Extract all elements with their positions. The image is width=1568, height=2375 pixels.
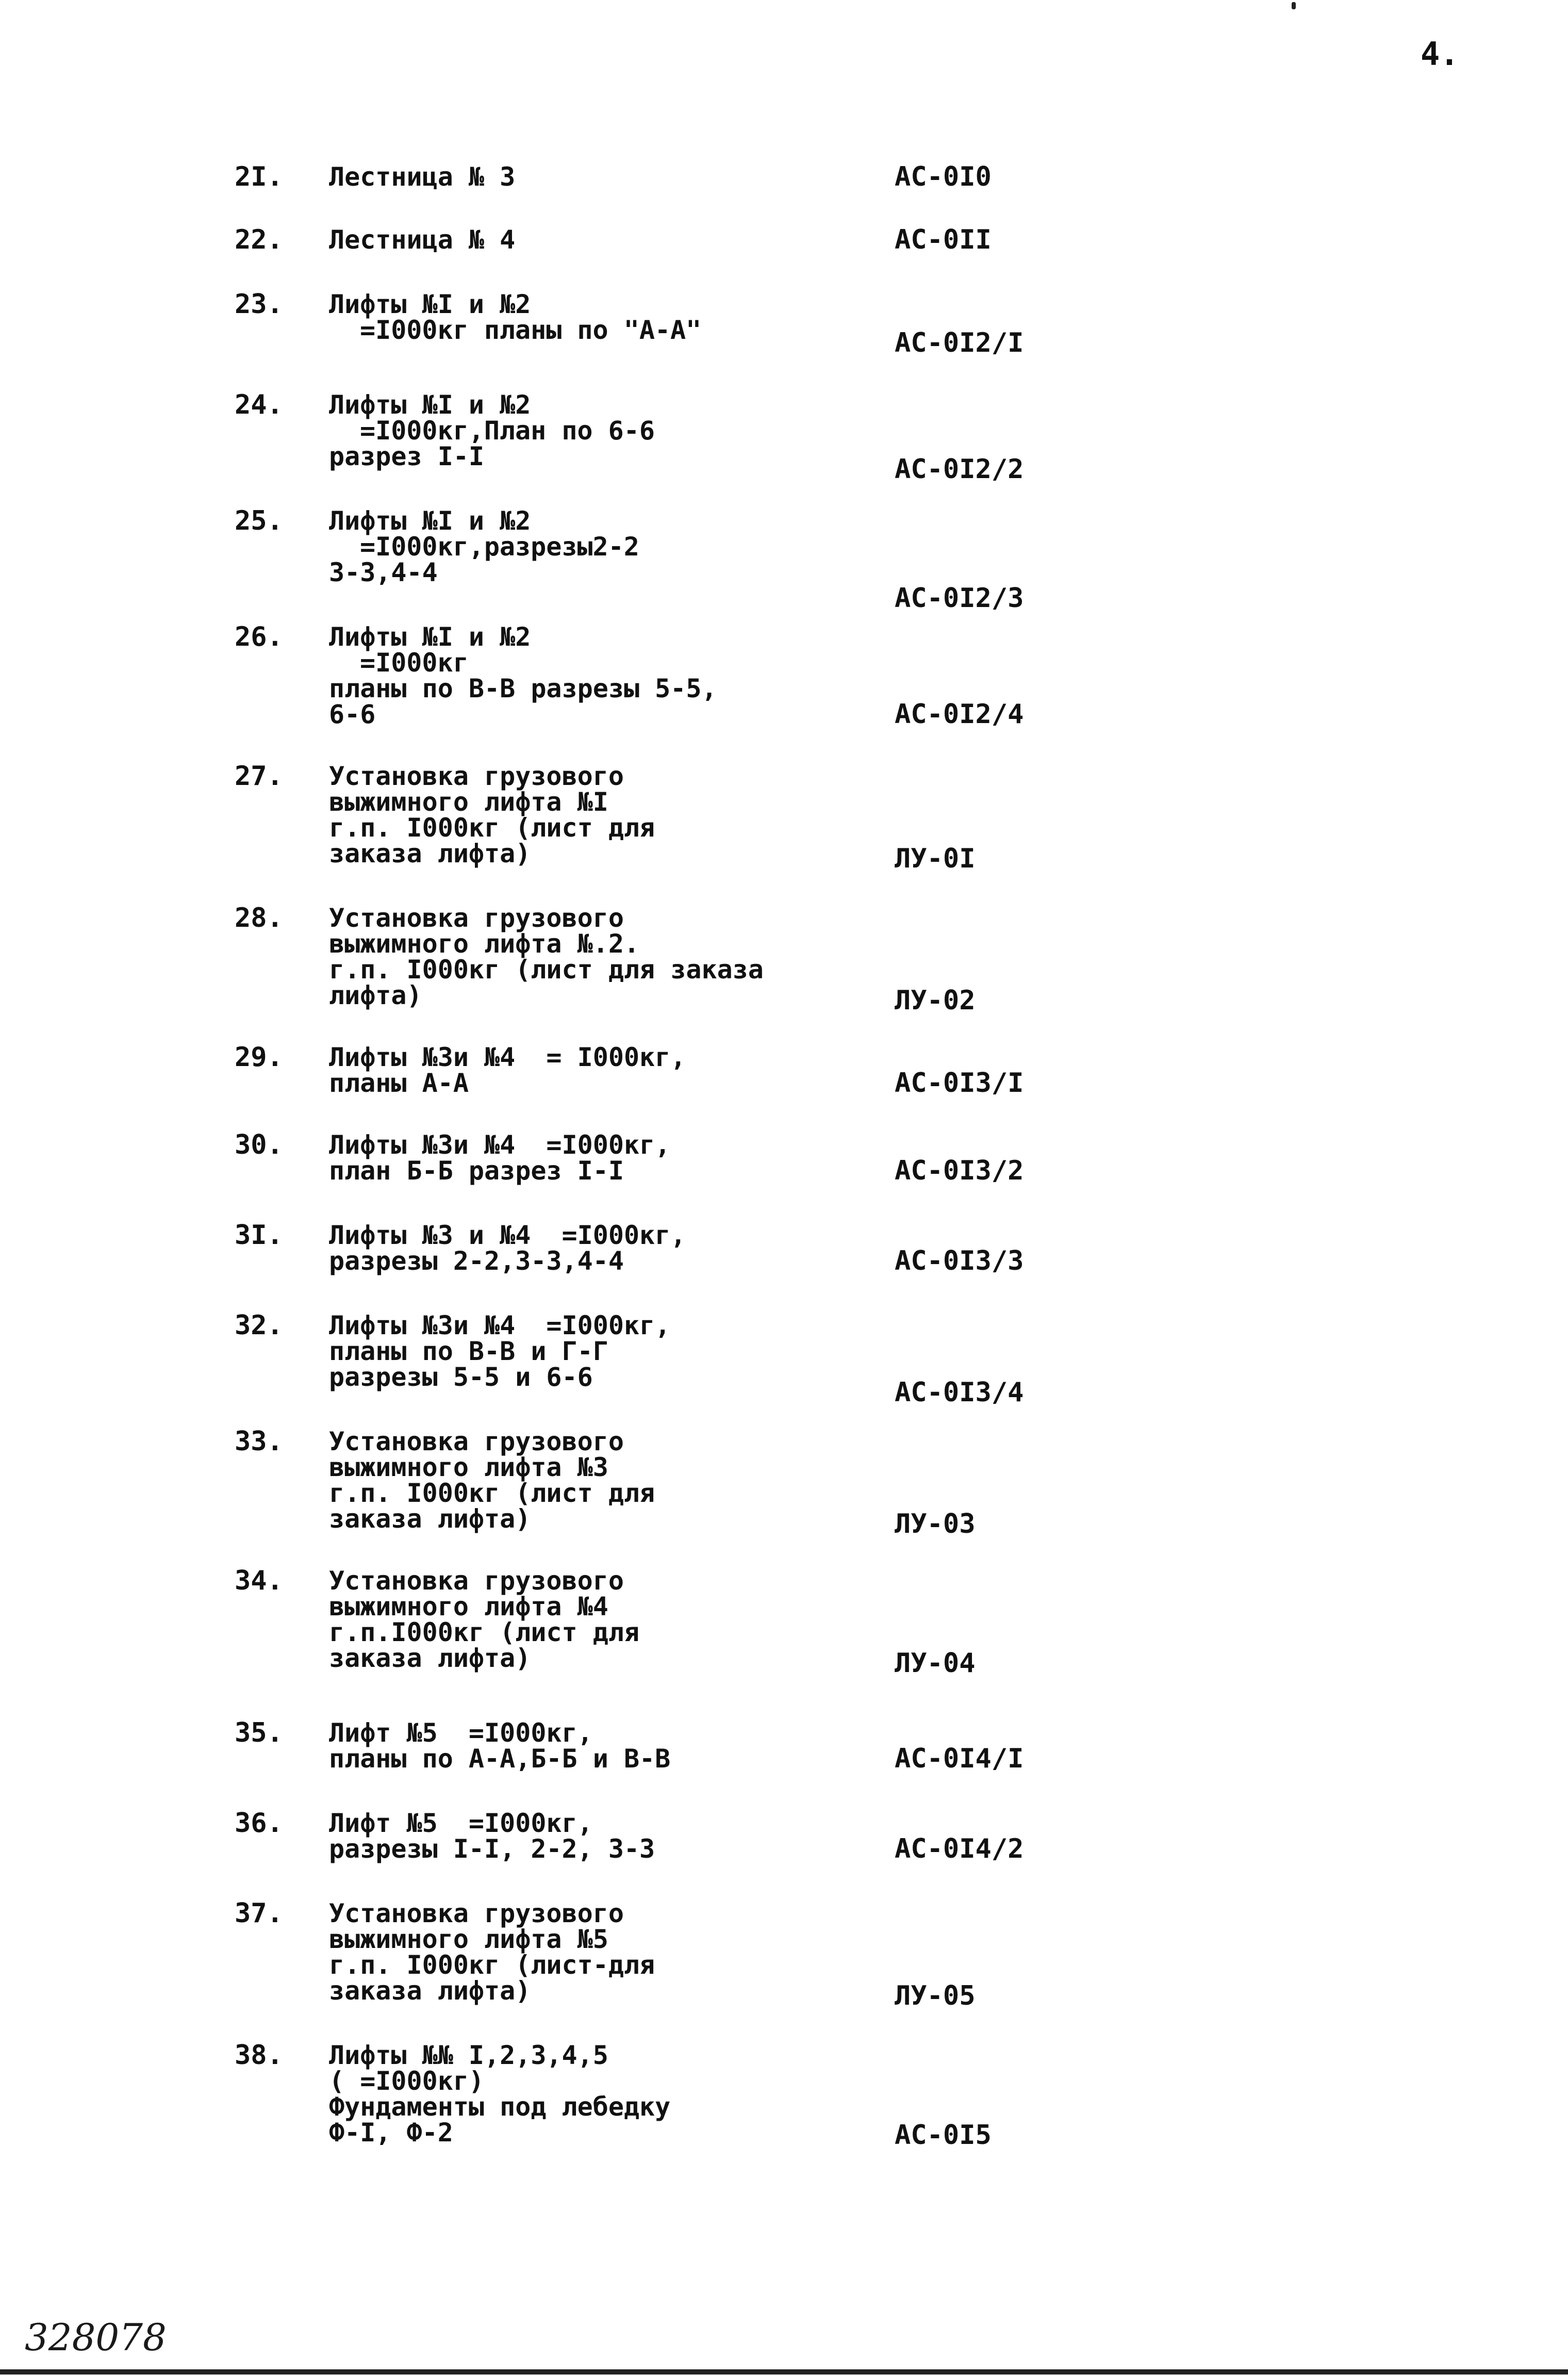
item-title-line: планы по А-А,Б-Б и В-В	[329, 1744, 671, 1774]
drawing-code: АС-0I5	[895, 2120, 992, 2151]
item-title-line: заказа лифта)	[329, 1504, 531, 1534]
drawing-code: АС-0I2/2	[895, 454, 1024, 485]
item-number: 26.	[235, 621, 283, 652]
item-number: 28.	[235, 903, 283, 933]
drawing-code: АС-0I3/I	[895, 1068, 1024, 1099]
item-title-line: Ф-I, Ф-2	[329, 2118, 453, 2148]
drawing-code: ЛУ-02	[895, 985, 976, 1016]
drawing-code: АС-0I4/I	[895, 1743, 1024, 1774]
item-number: 25.	[235, 505, 283, 536]
item-title-line: планы по В-В разрезы 5-5,	[329, 674, 717, 703]
drawing-code: ЛУ-04	[895, 1648, 976, 1679]
item-title-line: Установка грузового	[329, 761, 624, 791]
item-title	[329, 291, 701, 343]
item-title	[329, 1810, 655, 1862]
drawing-code: АС-0I2/4	[895, 699, 1024, 730]
item-title	[329, 227, 515, 253]
item-number: 36.	[235, 1808, 283, 1839]
scan-mark	[1292, 2, 1296, 9]
drawing-code: АС-0I3/3	[895, 1246, 1024, 1276]
drawing-code: ЛУ-05	[895, 1980, 976, 2011]
item-title-line: выжимного лифта №4	[329, 1592, 608, 1621]
drawing-code: АС-0I4/2	[895, 1833, 1024, 1864]
item-number: 2I.	[235, 161, 283, 192]
item-title-line: Установка грузового	[329, 1566, 624, 1596]
item-number: 37.	[235, 1898, 283, 1929]
item-number: 30.	[235, 1129, 283, 1160]
item-number: 33.	[235, 1426, 283, 1457]
drawing-code: АС-0I2/3	[895, 583, 1024, 614]
archive-number: 328078	[25, 2316, 167, 2359]
item-title-line: лифта)	[329, 980, 422, 1010]
item-title-line: планы А-А	[329, 1068, 469, 1098]
item-number: 23.	[235, 289, 283, 320]
item-title-line: планы по В-В и Г-Г	[329, 1336, 608, 1366]
item-title-line: Лифты №3и №4 =I000кг,	[329, 1311, 671, 1340]
drawing-code: АС-0I2/I	[895, 327, 1024, 358]
item-number: 29.	[235, 1042, 283, 1073]
item-title	[329, 1898, 655, 2006]
item-number: 24.	[235, 389, 283, 420]
item-title	[329, 1132, 670, 1184]
item-title-line: заказа лифта)	[329, 1643, 531, 1673]
bottom-border	[0, 2369, 1568, 2374]
item-title-line: выжимного лифта №5	[329, 1924, 608, 1954]
item-number: 34.	[235, 1565, 283, 1596]
item-number: 38.	[235, 2040, 283, 2071]
drawing-code: АС-0II	[895, 224, 992, 255]
item-title-line: Лифты №I и №2	[329, 622, 531, 652]
item-title	[329, 1313, 670, 1390]
drawing-code: ЛУ-0I	[895, 843, 976, 874]
item-number: 3I.	[235, 1220, 283, 1251]
item-title	[329, 2040, 671, 2148]
item-title-line: г.п. I000кг (лист для заказа	[329, 955, 764, 985]
page-number: 4.	[1421, 35, 1459, 73]
item-title-line: Лестница № 4	[329, 225, 516, 255]
item-title	[329, 164, 515, 190]
item-title-line: Лифты №3и №4 =I000кг,	[329, 1130, 671, 1160]
item-title	[329, 761, 655, 869]
item-title-line: выжимного лифта №3	[329, 1452, 608, 1482]
item-title-line: 3-3,4-4	[329, 558, 438, 587]
item-title-line: г.п. I000кг (лист-для	[329, 1950, 655, 1980]
item-title-line: заказа лифта)	[329, 839, 531, 869]
item-title	[329, 1568, 639, 1671]
item-title-line: г.п.I000кг (лист для	[329, 1617, 640, 1647]
item-title-line: Установка грузового	[329, 903, 624, 933]
item-title-line: Фундаменты под лебедку	[329, 2092, 671, 2122]
item-title-line: Лифт №5 =I000кг,	[329, 1808, 593, 1838]
item-number: 35.	[235, 1717, 283, 1748]
item-title-line: Лифты №I и №2	[329, 289, 531, 319]
drawing-code: АС-0I3/2	[895, 1155, 1024, 1186]
item-title-line: заказа лифта)	[329, 1976, 531, 2006]
item-title	[329, 1044, 686, 1096]
item-title-line: план Б-Б разрез I-I	[329, 1156, 624, 1186]
item-title	[329, 1720, 670, 1772]
item-title-line: Лифты №I и №2	[329, 390, 531, 420]
item-title-line: разрез I-I	[329, 441, 485, 471]
item-title	[329, 1222, 686, 1274]
item-title-line: Лифты №№ I,2,3,4,5	[329, 2040, 608, 2070]
item-title	[329, 624, 717, 727]
drawing-code: ЛУ-03	[895, 1509, 976, 1539]
item-number: 27.	[235, 761, 283, 792]
item-title-line: разрезы 5-5 и 6-6	[329, 1362, 593, 1392]
drawing-code: АС-0I3/4	[895, 1377, 1024, 1408]
item-title-line: Лифты №3и №4 = I000кг,	[329, 1042, 686, 1072]
item-title	[329, 392, 655, 469]
item-number: 32.	[235, 1310, 283, 1341]
item-title	[329, 905, 764, 1008]
item-title-line: Установка грузового	[329, 1898, 624, 1928]
item-title-line: =I000кг планы по "А-А"	[360, 315, 702, 345]
item-title-line: Лифты №3 и №4 =I000кг,	[329, 1220, 686, 1250]
item-title-line: ( =I000кг)	[329, 2066, 485, 2096]
item-title-line: выжимного лифта №I	[329, 787, 608, 817]
item-title-line: разрезы I-I, 2-2, 3-3	[329, 1834, 655, 1864]
item-number: 22.	[235, 224, 283, 255]
item-title-line: выжимного лифта №.2.	[329, 929, 640, 959]
item-title-line: Установка грузового	[329, 1427, 624, 1456]
item-title-line: Лифт №5 =I000кг,	[329, 1718, 593, 1748]
item-title-line: Лифты №I и №2	[329, 506, 531, 536]
item-title	[329, 508, 639, 585]
item-title-line: =I000кг,разрезы2-2	[360, 532, 639, 562]
item-title-line: 6-6	[329, 699, 376, 729]
item-title-line: =I000кг,План по 6-6	[360, 416, 655, 446]
item-title-line: Лестница № 3	[329, 162, 516, 192]
drawing-code: АС-0I0	[895, 161, 992, 192]
item-title-line: г.п. I000кг (лист для	[329, 813, 655, 843]
item-title	[329, 1429, 655, 1532]
item-title-line: разрезы 2-2,3-3,4-4	[329, 1246, 624, 1276]
item-title-line: г.п. I000кг (лист для	[329, 1478, 655, 1508]
item-title-line: =I000кг	[360, 648, 469, 678]
